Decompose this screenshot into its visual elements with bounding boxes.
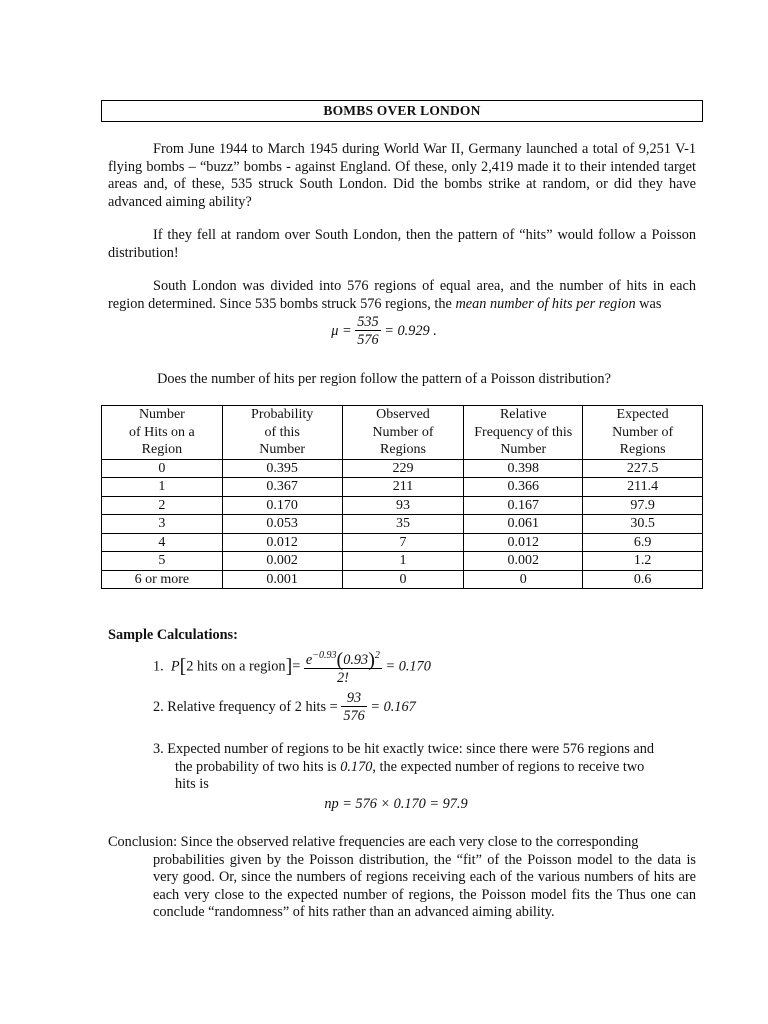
calc1-num-square: 2: [374, 650, 380, 661]
conclusion-paragraph: [108, 834, 696, 922]
table-row: 6 or more 0.001 0 0 0.6: [102, 570, 703, 589]
mean-rhs: = 0.929 .: [384, 322, 437, 339]
calc2-result: = 0.167: [370, 698, 416, 715]
calc2-fraction: [341, 690, 366, 725]
regions-paragraph: [108, 278, 696, 313]
calc3-equation: np = 576 × 0.170 = 97.9: [324, 796, 468, 812]
table-row: 5 0.002 1 0.002 1.2: [102, 552, 703, 571]
calc2-label: 2. Relative frequency of 2 hits =: [153, 698, 338, 715]
table-header-row: [102, 406, 703, 460]
header-observed: Observed Number of Regions: [342, 406, 464, 460]
calc3-line1: 3. Expected number of regions to be hit exactly twice: since there were 576 regions and: [153, 741, 655, 757]
intro-paragraph: From June 1944 to March 1945 during World War II, Germany launched a total of 9,251 V-1 flying bombs – “buzz” bombs - against England. Of these, only 2,419 made it to their intended target areas and, of these, 535 struck South London. Did the bombs strike at random, or did they have advanced aiming ability?: [108, 141, 696, 210]
header-expected: Expected Number of Regions: [583, 406, 703, 460]
mean-equation: [0, 314, 768, 349]
calc1-bracket-text: 2 hits on a region: [186, 658, 286, 675]
mean-denominator: 576: [357, 332, 379, 348]
header-relative-frequency: Relative Frequency of this Number: [464, 406, 583, 460]
regions-text-end: was: [635, 295, 662, 312]
calc1-label: 1.: [153, 658, 164, 675]
sample-calculations-heading: Sample Calculations:: [108, 627, 238, 643]
regions-text-start: South London was divided into 576 regions of equal area, and the number of hits in each region determined. Since 535 bombs struck 576 regions, the: [108, 278, 696, 312]
calc3-line3: hits is: [175, 776, 209, 793]
calc1-equals: =: [292, 658, 301, 675]
calc1-num-exponent: −0.93: [312, 650, 337, 661]
mean-numerator: 535: [357, 314, 379, 330]
calc1-p: P: [170, 658, 180, 675]
calc2-denominator: 576: [343, 708, 365, 724]
page-title: BOMBS OVER LONDON: [101, 100, 703, 122]
calc1-num-base: e: [305, 651, 313, 668]
calculation-2: [153, 690, 416, 725]
header-probability: Probability of this Number: [222, 406, 342, 460]
calc1-fraction: $\frac{e^{-0.93}(0.93)^2}{2!}$: [305, 648, 380, 686]
calc2-numerator: 93: [341, 690, 366, 707]
conclusion-lead: Conclusion: Since the observed relative frequencies are each very close to the corresponding: [108, 834, 639, 850]
header-hits: Number of Hits on a Region: [102, 406, 223, 460]
regions-text-emphasis: mean number of hits per region: [455, 295, 636, 312]
mean-lhs: μ =: [331, 322, 352, 339]
mean-fraction: [355, 314, 380, 349]
table-row: 1 0.367 211 0.366 211.4: [102, 478, 703, 497]
poisson-paragraph: If they fell at random over South London, then the pattern of “hits” would follow a Poisson distribution!: [108, 227, 696, 261]
calculation-3: [153, 741, 698, 794]
table-row: 4 0.012 7 0.012 6.9: [102, 533, 703, 552]
table-row: 2 0.170 93 0.167 97.9: [102, 496, 703, 515]
calc1-result: = 0.170: [385, 658, 431, 675]
calc3-line2: the probability of two hits is 0.170, the expected number of regions to receive two: [175, 758, 645, 775]
calculation-1: 1. P[2 hits on a region]= $\frac{e^{-0.93}(0.93)^2}{2!}$ = 0.170: [153, 648, 431, 686]
table-row: 0 0.395 229 0.398 227.5: [102, 459, 703, 478]
poisson-table: [101, 405, 703, 589]
conclusion-body: probabilities given by the Poisson distribution, the “fit” of the Poisson model to the data is very good. Or, since the numbers of regions receiving each of the various numbers of hits are each very close to the expected number of regions, the Poisson model fits the Thus one can conclude “randomness” of hits rather than an advanced aiming ability.: [153, 851, 696, 921]
calc1-num-paren: 0.93: [343, 651, 369, 668]
table-row: 3 0.053 35 0.061 30.5: [102, 515, 703, 534]
calc1-denominator: 2!: [336, 669, 349, 686]
question-text: Does the number of hits per region follow the pattern of a Poisson distribution?: [157, 371, 611, 387]
